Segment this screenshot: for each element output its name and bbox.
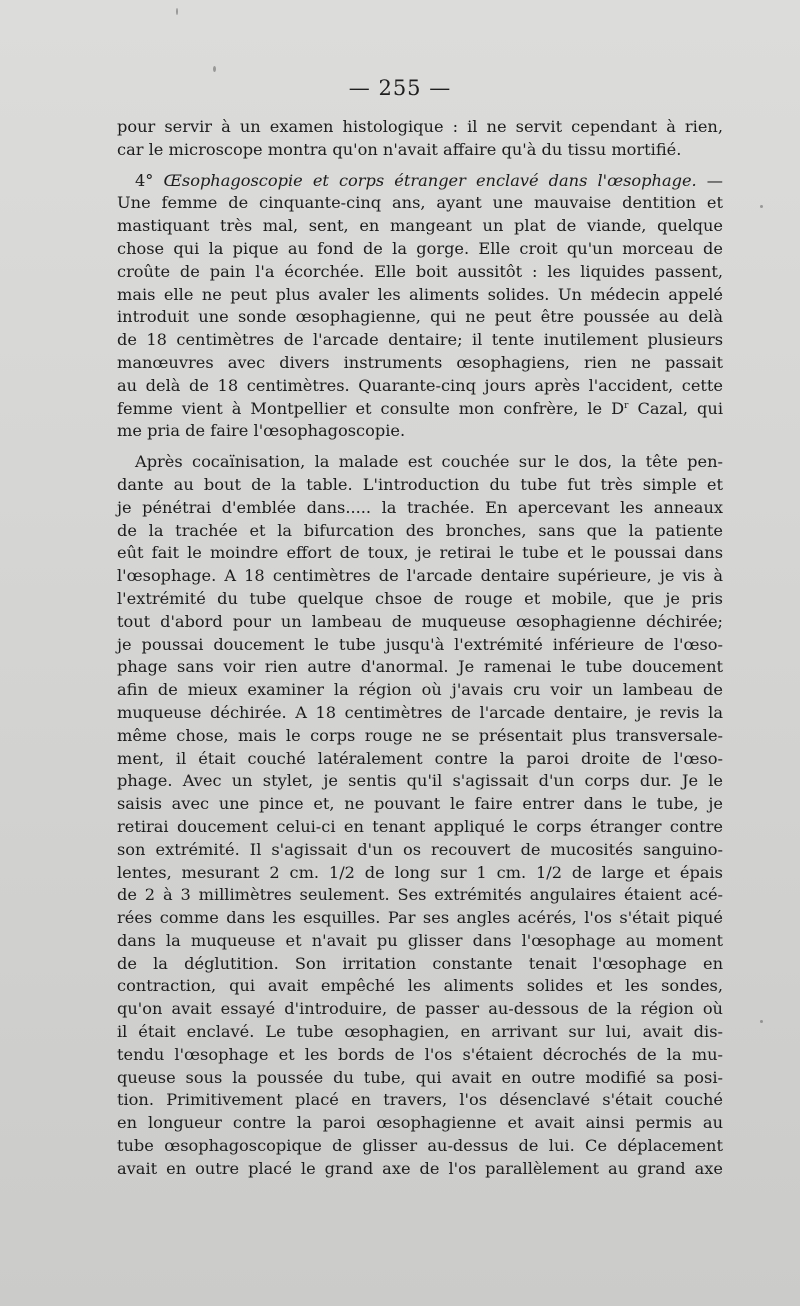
text-line: de 2 à 3 millimètres seulement. Ses extrémités angulaires étaient acé-	[117, 885, 723, 905]
heading-dash: —	[696, 170, 723, 190]
text-fragment: femme vient à Montpellier et consulte mon confrère, le D	[117, 398, 625, 418]
text-fragment: Cazal, qui	[628, 398, 723, 418]
text-line: retirai doucement celui-ci en tenant appliqué le corps étranger contre	[117, 816, 723, 836]
text-line: l'extrémité du tube quelque chsoe de rouge et mobile, que je pris	[117, 588, 723, 608]
text-line: dans la muqueuse et n'avait pu glisser dans l'œsophage au moment	[117, 930, 723, 950]
paragraph-2	[117, 170, 723, 444]
text-line: phage. Avec un stylet, je sentis qu'il s'agissait d'un corps dur. Je le	[117, 771, 723, 791]
text-line: lentes, mesurant 2 cm. 1/2 de long sur 1 cm. 1/2 de large et épais	[117, 862, 723, 882]
text-line: mais elle ne peut plus avaler les aliments solides. Un médecin appelé	[117, 284, 723, 304]
text-line: car le microscope montra qu'on n'avait affaire qu'à du tissu mortifié.	[117, 139, 682, 159]
text-line: chose qui la pique au fond de la gorge. Elle croit qu'un morceau de	[117, 238, 723, 258]
text-line: tion. Primitivement placé en travers, l'os désenclavé s'était couché	[117, 1090, 723, 1110]
text-line: manœuvres avec divers instruments œsophagiens, rien ne passait	[117, 352, 723, 372]
text-line: muqueuse déchirée. A 18 centimètres de l'arcade dentaire, je revis la	[117, 702, 723, 722]
text-line: croûte de pain l'a écorchée. Elle boit aussitôt : les liquides passent,	[117, 261, 723, 281]
text-line: dante au bout de la table. L'introduction du tube fut très simple et	[117, 474, 723, 494]
body-text	[117, 116, 723, 1181]
section-number: 4°	[135, 170, 164, 190]
ink-speck	[760, 1020, 763, 1023]
text-line: Une femme de cinquante-cinq ans, ayant une mauvaise dentition et	[117, 193, 723, 213]
text-line: avait en outre placé le grand axe de l'os parallèlement au grand axe	[117, 1158, 723, 1178]
text-line: ment, il était couché latéralement contre la paroi droite de l'œso-	[117, 748, 723, 768]
page-number: — 255 —	[348, 76, 452, 100]
text-line: introduit une sonde œsophagienne, qui ne peut être poussée au delà	[117, 307, 723, 327]
text-line: eût fait le moindre effort de toux, je retirai le tube et le poussai dans	[117, 543, 723, 563]
paragraph-1	[117, 116, 723, 162]
text-line: Après cocaïnisation, la malade est couchée sur le dos, la tête pen-	[135, 452, 723, 472]
text-line: de 18 centimètres de l'arcade dentaire; il tente inutilement plusieurs	[117, 330, 723, 350]
superscript: r	[624, 400, 629, 411]
paragraph-3	[117, 451, 723, 1181]
text-line: afin de mieux examiner la région où j'avais cru voir un lambeau de	[117, 680, 723, 700]
text-line: mastiquant très mal, sent, en mangeant un plat de viande, quelque	[117, 216, 723, 236]
text-line: il était enclavé. Le tube œsophagien, en arrivant sur lui, avait dis-	[117, 1022, 723, 1042]
text-line: contraction, qui avait empêché les aliments solides et les sondes,	[117, 976, 723, 996]
text-line-doctor	[117, 398, 723, 421]
ink-speck	[176, 8, 178, 15]
text-line: me pria de faire l'œsophagoscopie.	[117, 421, 406, 441]
text-line: l'œsophage. A 18 centimètres de l'arcade dentaire supérieure, je vis à	[117, 566, 723, 586]
text-line: en longueur contre la paroi œsophagienne et avait ainsi permis au	[117, 1113, 723, 1133]
text-line: je poussai doucement le tube jusqu'à l'extrémité inférieure de l'œso-	[117, 634, 723, 654]
section-heading: Œsophagoscopie et corps étranger enclavé dans l'œsophage.	[163, 170, 697, 190]
text-line: son extrémité. Il s'agissait d'un os recouvert de mucosités sanguino-	[117, 839, 723, 859]
text-line: saisis avec une pince et, ne pouvant le faire entrer dans le tube, je	[117, 794, 723, 814]
text-line: rées comme dans les esquilles. Par ses angles acérés, l'os s'était piqué	[117, 908, 723, 928]
text-line: de la trachée et la bifurcation des bronches, sans que la patiente	[117, 520, 723, 540]
text-line: même chose, mais le corps rouge ne se présentait plus transversale-	[117, 725, 723, 745]
text-line: tube œsophagoscopique de glisser au-dessus de lui. Ce déplacement	[117, 1136, 723, 1156]
text-line: queuse sous la poussée du tube, qui avait en outre modifié sa posi-	[117, 1067, 723, 1087]
text-line: qu'on avait essayé d'introduire, de passer au-dessous de la région où	[117, 999, 723, 1019]
text-line: tendu l'œsophage et les bords de l'os s'étaient décrochés de la mu-	[117, 1044, 723, 1064]
text-line: pour servir à un examen histologique : il ne servit cependant à rien,	[117, 117, 723, 136]
text-line: tout d'abord pour un lambeau de muqueuse œsophagienne déchirée;	[117, 611, 723, 631]
section-heading-line	[117, 170, 723, 193]
ink-speck	[760, 205, 763, 208]
text-line: phage sans voir rien autre d'anormal. Je ramenai le tube doucement	[117, 657, 723, 677]
text-line: je pénétrai d'emblée dans..... la trachée. En apercevant les anneaux	[117, 497, 723, 517]
ink-speck	[213, 66, 216, 72]
text-line: de la déglutition. Son irritation constante tenait l'œsophage en	[117, 953, 723, 973]
text-line: au delà de 18 centimètres. Quarante-cinq jours après l'accident, cette	[117, 375, 723, 395]
